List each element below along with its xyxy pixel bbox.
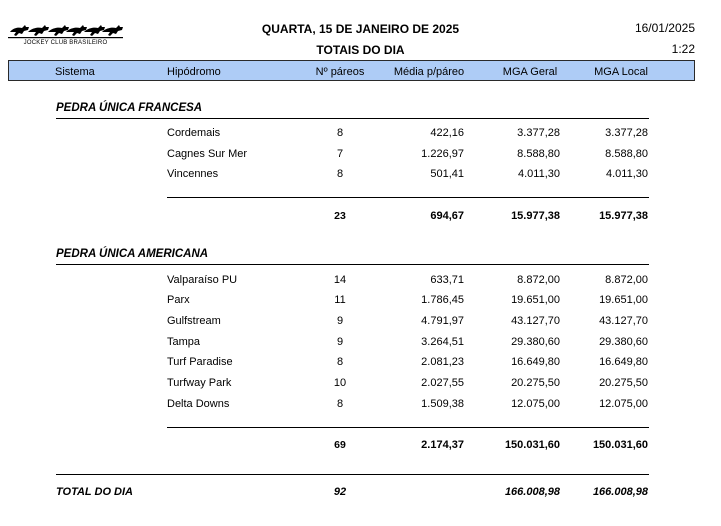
pareos-cell: 14 <box>333 274 347 286</box>
col-header-hipodromo: Hipódromo <box>167 66 221 78</box>
media-cell: 2.027,55 <box>421 377 464 389</box>
report-subtitle: TOTAIS DO DIA <box>316 43 405 57</box>
subtotal-rule <box>167 197 649 198</box>
mga-local-cell: 8.588,80 <box>605 148 648 160</box>
subtotal-mga-geral: 150.031,60 <box>504 439 560 451</box>
media-cell: 501,41 <box>430 168 464 180</box>
col-header-sistema: Sistema <box>55 66 95 78</box>
pareos-cell: 10 <box>333 377 347 389</box>
hipodromo-cell: Delta Downs <box>167 398 230 410</box>
subtotal-mga-geral: 15.977,38 <box>511 210 560 222</box>
pareos-cell: 9 <box>336 336 344 348</box>
mga-geral-cell: 8.588,80 <box>517 148 560 160</box>
mga-local-cell: 12.075,00 <box>599 398 648 410</box>
media-cell: 1.226,97 <box>421 148 464 160</box>
pareos-cell: 8 <box>336 356 344 368</box>
hipodromo-cell: Cagnes Sur Mer <box>167 148 248 160</box>
report-title: QUARTA, 15 DE JANEIRO DE 2025 <box>261 22 460 36</box>
media-cell: 3.264,51 <box>421 336 464 348</box>
mga-local-cell: 19.651,00 <box>599 294 648 306</box>
subtotal-rule <box>167 427 649 428</box>
mga-local-cell: 20.275,50 <box>599 377 648 389</box>
mga-local-cell: 29.380,60 <box>599 336 648 348</box>
subtotal-pareos: 69 <box>334 439 346 451</box>
section-rule <box>56 118 649 119</box>
subtotal-mga-local: 150.031,60 <box>592 439 648 451</box>
media-cell: 633,71 <box>430 274 464 286</box>
hipodromo-cell: Turf Paradise <box>167 356 233 368</box>
pareos-cell: 8 <box>336 168 344 180</box>
mga-geral-cell: 29.380,60 <box>511 336 560 348</box>
section-rule <box>56 264 649 265</box>
report-page: 1:22 <box>671 42 695 56</box>
mga-local-cell: 43.127,70 <box>599 315 648 327</box>
media-cell: 2.081,23 <box>421 356 464 368</box>
section-title: PEDRA ÚNICA FRANCESA <box>56 102 203 114</box>
total-mga-local: 166.008,98 <box>592 486 648 498</box>
mga-geral-cell: 20.275,50 <box>511 377 560 389</box>
col-header-num-pareos: Nº páreos <box>315 66 365 78</box>
section-title: PEDRA ÚNICA AMERICANA <box>56 248 209 260</box>
subtotal-media: 694,67 <box>430 210 464 222</box>
mga-geral-cell: 16.649,80 <box>511 356 560 368</box>
subtotal-mga-local: 15.977,38 <box>599 210 648 222</box>
pareos-cell: 7 <box>336 148 344 160</box>
hipodromo-cell: Cordemais <box>167 127 221 139</box>
hipodromo-cell: Parx <box>167 294 190 306</box>
mga-geral-cell: 3.377,28 <box>517 127 560 139</box>
hipodromo-cell: Tampa <box>167 336 201 348</box>
pareos-cell: 8 <box>336 398 344 410</box>
subtotal-media: 2.174,37 <box>421 439 464 451</box>
total-mga-geral: 166.008,98 <box>504 486 560 498</box>
mga-local-cell: 16.649,80 <box>599 356 648 368</box>
col-header-mga-geral: MGA Geral <box>502 66 558 78</box>
hipodromo-cell: Vincennes <box>167 168 219 180</box>
mga-local-cell: 4.011,30 <box>605 168 648 180</box>
pareos-cell: 8 <box>336 127 344 139</box>
mga-geral-cell: 4.011,30 <box>517 168 560 180</box>
media-cell: 1.509,38 <box>421 398 464 410</box>
mga-geral-cell: 19.651,00 <box>511 294 560 306</box>
pareos-cell: 11 <box>334 294 346 306</box>
total-rule <box>56 474 649 475</box>
mga-geral-cell: 43.127,70 <box>511 315 560 327</box>
col-header-media: Média p/páreo <box>393 66 465 78</box>
mga-geral-cell: 12.075,00 <box>511 398 560 410</box>
pareos-cell: 9 <box>336 315 344 327</box>
logo-text: JOCKEY CLUB BRASILEIRO <box>23 40 108 46</box>
report-date: 16/01/2025 <box>634 21 695 35</box>
media-cell: 1.786,45 <box>421 294 464 306</box>
hipodromo-cell: Gulfstream <box>167 315 221 327</box>
hipodromo-cell: Turfway Park <box>167 377 232 389</box>
hipodromo-cell: Valparaíso PU <box>167 274 238 286</box>
mga-local-cell: 3.377,28 <box>605 127 648 139</box>
col-header-mga-local: MGA Local <box>594 66 648 78</box>
mga-geral-cell: 8.872,00 <box>517 274 560 286</box>
mga-local-cell: 8.872,00 <box>605 274 648 286</box>
total-pareos: 92 <box>333 486 347 498</box>
total-label: TOTAL DO DIA <box>56 486 133 498</box>
media-cell: 422,16 <box>430 127 464 139</box>
media-cell: 4.791,97 <box>421 315 464 327</box>
subtotal-pareos: 23 <box>334 210 346 222</box>
